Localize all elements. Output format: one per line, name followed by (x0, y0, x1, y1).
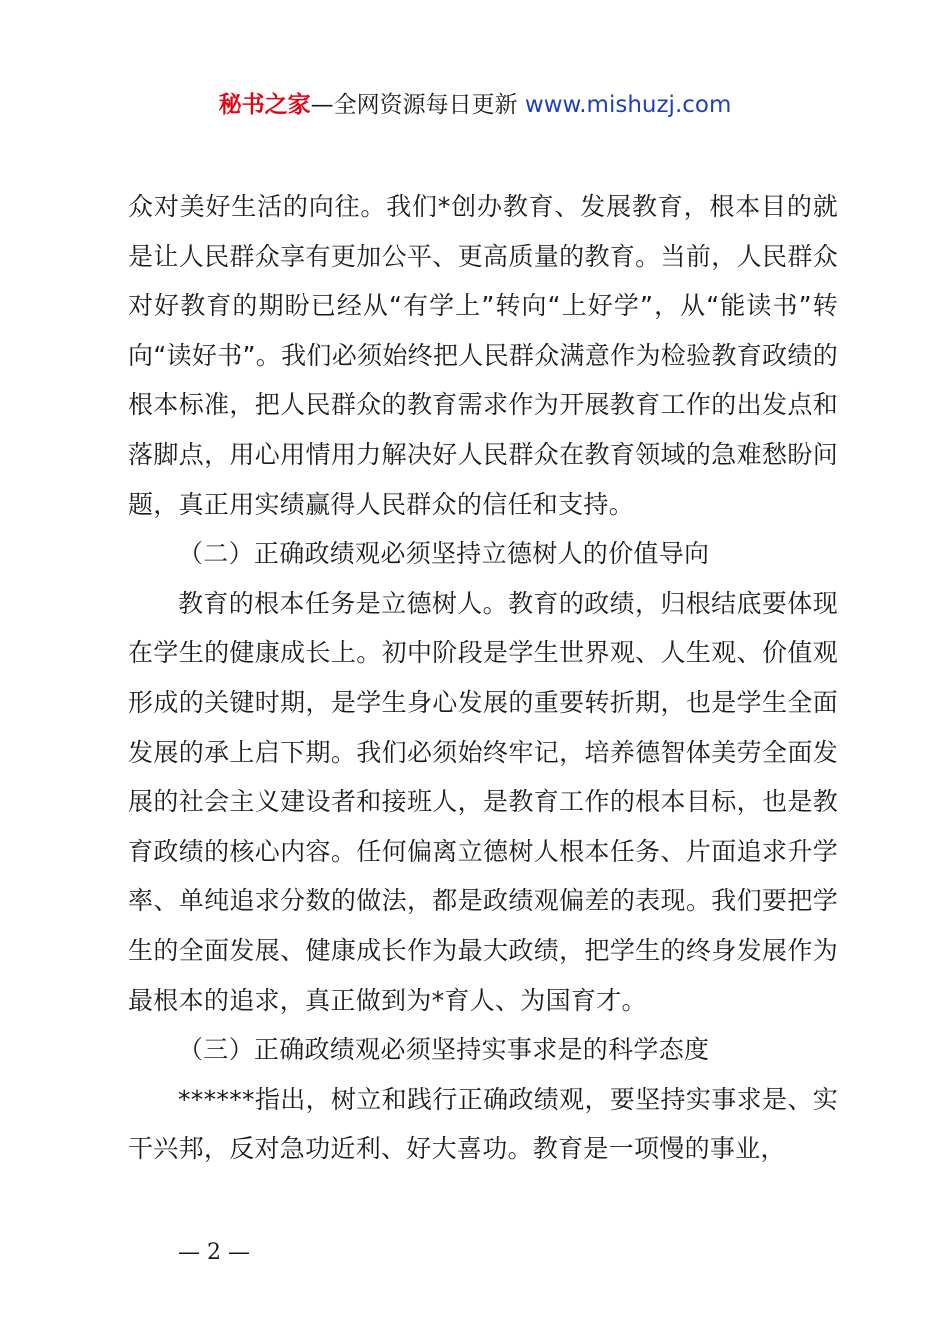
header-slogan: —全网资源每日更新 (310, 92, 525, 118)
page-number: — 2 — (178, 1240, 250, 1265)
website-link[interactable]: www.mishuzj.com (524, 92, 732, 118)
section-heading-3: （三）正确政绩观必须坚持实事求是的科学态度 (178, 1035, 710, 1065)
paragraph-continuation: 众对美好生活的向往。我们*创办教育、发展教育，根本目的就是让人民群众享有更加公平、更高质量的教育。当前，人民群众对好教育的期盼已经从“有学上”转向“上好学”，从“能读书”转向“读好书”。我们必须始终把人民群众满意作为检验教育政绩的根本标准，把人民群众的教育需求作为开展教育工作的出发点和落脚点，用心用情用力解决好人民群众在教育领域的急难愁盼问题，真正用实绩赢得人民群众的信任和支持。 (128, 192, 838, 519)
paragraph-moral-education: 教育的根本任务是立德树人。教育的政绩，归根结底要体现在学生的健康成长上。初中阶段是学生世界观、人生观、价值观形成的关键时期，是学生身心发展的重要转折期，也是学生全面发展的承上启下期。我们必须始终牢记，培养德智体美劳全面发展的社会主义建设者和接班人，是教育工作的根本目标，也是教育政绩的核心内容。任何偏离立德树人根本任务、片面追求升学率、单纯追求分数的做法，都是政绩观偏差的表现。我们要把学生的全面发展、健康成长作为最大政绩，把学生的终身发展作为最根本的追求，真正做到为*育人、为国育才。 (128, 588, 838, 1015)
brand-name: 秘书之家 (218, 92, 311, 118)
site-header (0, 88, 950, 122)
section-heading-2: （二）正确政绩观必须坚持立德树人的价值导向 (178, 539, 710, 569)
paragraph-practical-attitude: ******指出，树立和践行正确政绩观，要坚持实事求是、实干兴邦，反对急功近利、好大喜功。教育是一项慢的事业， (128, 1084, 838, 1164)
document-body (128, 182, 838, 1174)
